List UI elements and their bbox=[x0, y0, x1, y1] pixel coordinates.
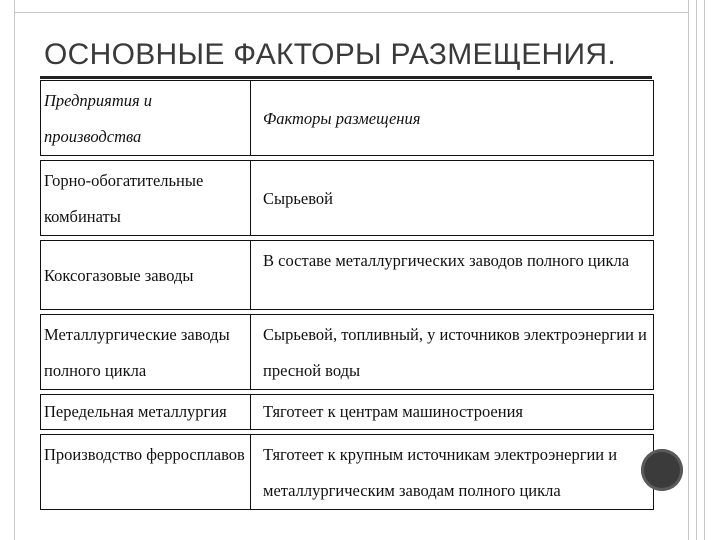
row-enterprise: Передельная металлургия bbox=[40, 394, 251, 430]
table-row bbox=[40, 394, 654, 430]
table-row bbox=[40, 434, 654, 510]
slide-frame-right-inner bbox=[696, 0, 697, 540]
header-enterprises: Предприятия и производства bbox=[40, 80, 251, 156]
slide-frame-right bbox=[688, 0, 689, 540]
row-enterprise: Коксогазовые заводы bbox=[40, 240, 251, 310]
table-row bbox=[40, 160, 654, 236]
row-factor: В составе металлургических заводов полного цикла bbox=[251, 240, 654, 310]
row-factor: Сырьевой, топливный, у источников электроэнергии и пресной воды bbox=[251, 314, 654, 390]
row-factor: Тяготеет к центрам машиностроения bbox=[251, 394, 654, 430]
row-enterprise: Производство ферросплавов bbox=[40, 434, 251, 510]
table-row bbox=[40, 314, 654, 390]
slide-frame-right-outer bbox=[704, 0, 705, 540]
slide-nav-circle-button[interactable] bbox=[641, 449, 683, 491]
row-factor: Сырьевой bbox=[251, 160, 654, 236]
row-factor: Тяготеет к крупным источникам электроэнергии и металлургическим заводам полного цикла bbox=[251, 434, 654, 510]
table-header-row bbox=[40, 80, 654, 156]
title-underline bbox=[40, 76, 652, 79]
slide-frame-left bbox=[14, 0, 15, 540]
row-enterprise: Горно-обогатительные комбинаты bbox=[40, 160, 251, 236]
header-factors: Факторы размещения bbox=[251, 80, 654, 156]
table-row bbox=[40, 240, 654, 310]
slide-frame-top bbox=[14, 12, 689, 13]
placement-factors-table bbox=[40, 80, 654, 510]
row-enterprise: Металлургические заводы полного цикла bbox=[40, 314, 251, 390]
slide-title: ОСНОВНЫЕ ФАКТОРЫ РАЗМЕЩЕНИЯ. bbox=[44, 38, 616, 71]
